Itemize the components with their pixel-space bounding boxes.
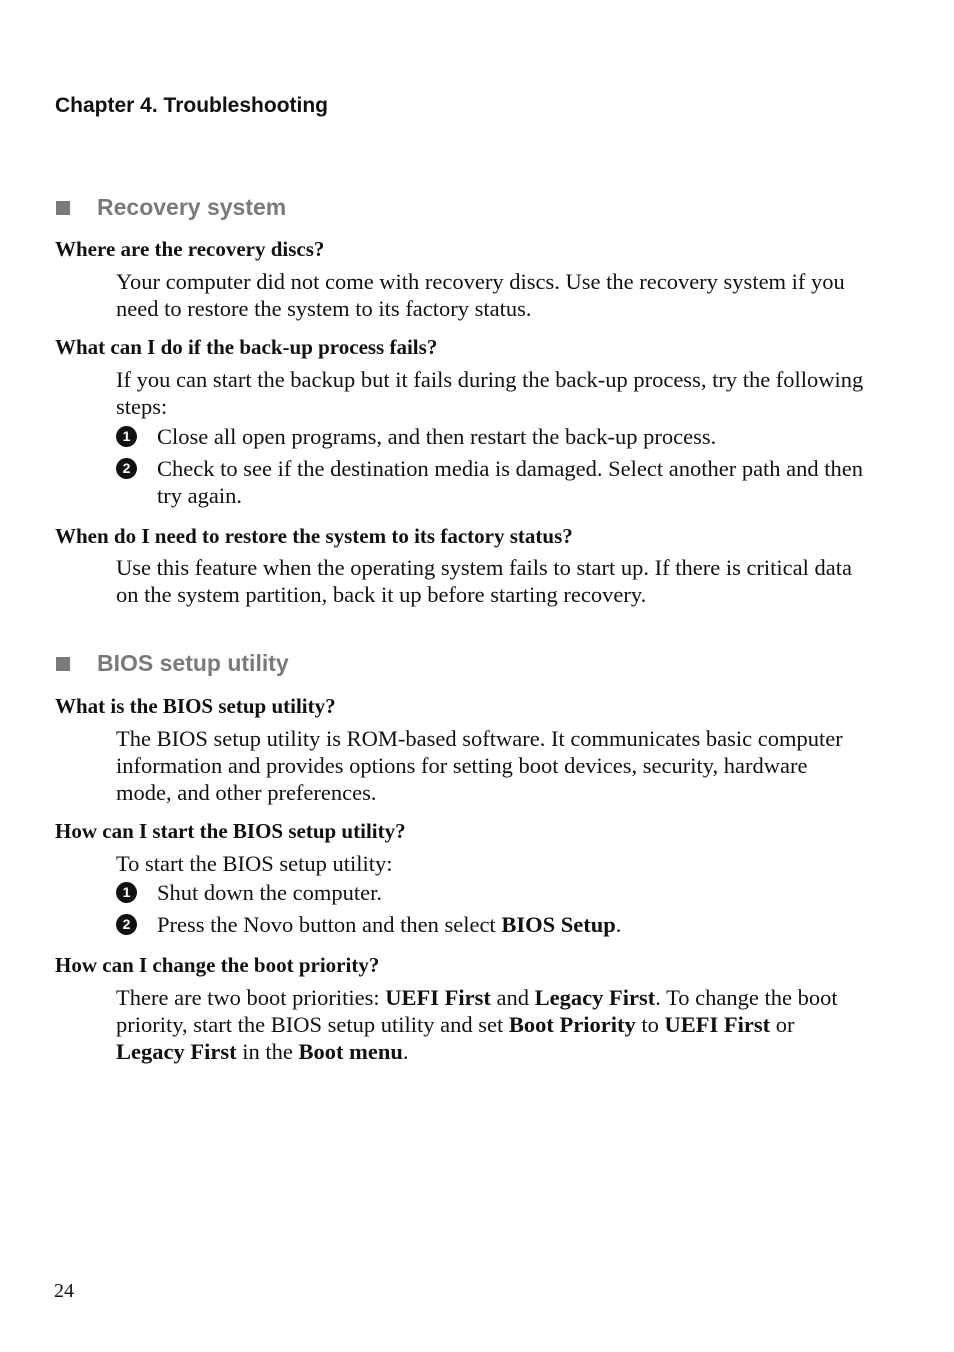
step-number-2-icon: 2 <box>116 914 137 935</box>
bold-run: Boot menu <box>298 1039 403 1064</box>
step-text-bold: BIOS Setup <box>501 912 616 937</box>
text-run: in the <box>236 1039 299 1064</box>
bold-run: UEFI First <box>664 1012 771 1037</box>
answer-boot-priority <box>116 984 866 1065</box>
list-item <box>116 911 866 938</box>
page-number: 24 <box>54 1280 74 1302</box>
text-run: There are two boot priorities: <box>116 985 386 1010</box>
step-text-plain: Press the Novo button and then select <box>157 912 502 937</box>
text-run: . To change the boot priority, start the BIOS setup utility and set <box>116 985 838 1037</box>
step-text: Shut down the computer. <box>157 880 382 905</box>
bold-run: Boot Priority <box>508 1012 636 1037</box>
list-item <box>116 455 866 509</box>
section-bullet-icon <box>56 201 70 215</box>
section-heading-label: BIOS setup utility <box>97 650 289 676</box>
section-heading-bios <box>56 650 289 677</box>
step-text: Close all open programs, and then restart the back-up process. <box>157 424 717 449</box>
step-number-1-icon: 1 <box>116 426 137 447</box>
section-heading-label: Recovery system <box>97 194 287 220</box>
list-item <box>116 423 866 450</box>
bold-run: UEFI First <box>385 985 491 1010</box>
text-run: and <box>490 985 535 1010</box>
text-run: to <box>635 1012 665 1037</box>
answer-bios-what: The BIOS setup utility is ROM-based software. It communicates basic computer information and provides options for setting boot devices, security, hardware mode, and other preferences. <box>116 726 843 805</box>
bold-run: Legacy First <box>534 985 656 1010</box>
chapter-title: Chapter 4. Troubleshooting <box>55 94 329 117</box>
text-run: or <box>770 1012 795 1037</box>
step-number-2-icon: 2 <box>116 458 137 479</box>
question-backup-fails: What can I do if the back-up process fails? <box>55 335 438 359</box>
list-item <box>116 879 866 906</box>
question-bios-start: How can I start the BIOS setup utility? <box>55 819 406 843</box>
question-bios-what: What is the BIOS setup utility? <box>55 694 336 718</box>
question-factory-status: When do I need to restore the system to its factory status? <box>55 524 573 548</box>
question-boot-priority: How can I change the boot priority? <box>55 953 380 977</box>
bold-run: Legacy First <box>116 1039 237 1064</box>
step-text <box>157 911 866 938</box>
step-text-plain: . <box>615 912 622 937</box>
section-bullet-icon <box>56 657 70 671</box>
section-heading-recovery <box>56 194 286 221</box>
question-recovery-discs: Where are the recovery discs? <box>55 237 325 261</box>
answer-recovery-discs: Your computer did not come with recovery discs. Use the recovery system if you need to restore the system to its factory status. <box>116 269 845 321</box>
answer-bios-start-intro: To start the BIOS setup utility: <box>116 851 393 876</box>
answer-factory-status: Use this feature when the operating system fails to start up. If there is critical data on the system partition, back it up before starting recovery. <box>116 555 853 607</box>
answer-backup-fails: If you can start the backup but it fails during the back-up process, try the following steps: <box>116 367 864 419</box>
step-text: Check to see if the destination media is damaged. Select another path and then try again. <box>157 456 864 508</box>
text-run: . <box>402 1039 409 1064</box>
step-number-1-icon: 1 <box>116 882 137 903</box>
